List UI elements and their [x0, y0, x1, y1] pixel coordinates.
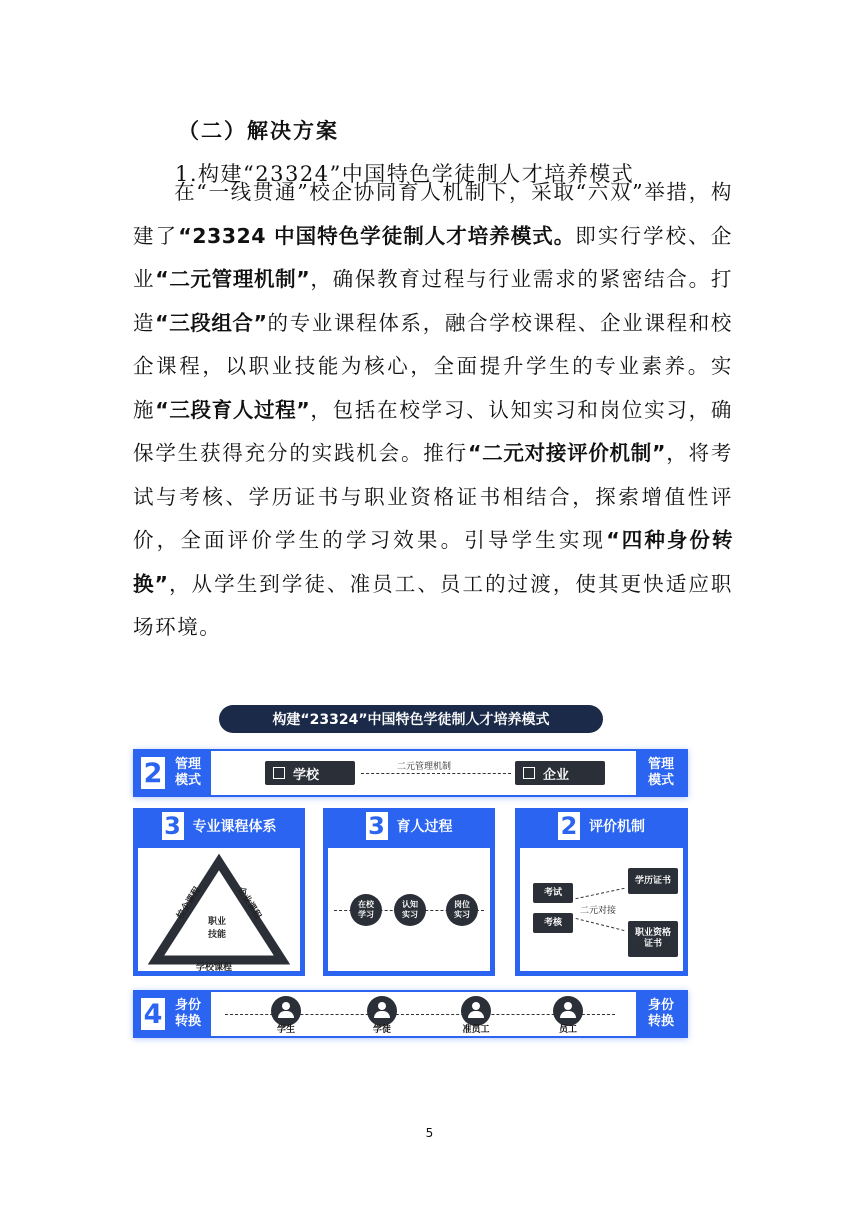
enterprise-box: 企业 [515, 761, 605, 785]
exam-box: 考试 [533, 883, 573, 903]
emphasis-text: “三段育人过程” [155, 397, 311, 422]
process-step: 岗位 实习 [446, 894, 478, 926]
curriculum-right-label: 企业课程 [234, 885, 263, 922]
page-number: 5 [425, 1126, 434, 1140]
curriculum-center-label: 职业 技能 [208, 917, 227, 940]
paragraph-text: 即实行学校、企业 [133, 223, 733, 291]
management-number: 2 [141, 757, 165, 789]
identity-label-right: 身份 转换 [648, 998, 675, 1029]
process-step: 认知 实习 [394, 894, 426, 926]
sub-heading: 1.构建“23324”中国特色学徒制人才培养模式 [175, 162, 635, 186]
process-number: 3 [366, 812, 388, 840]
role-label: 学生 [276, 1025, 295, 1035]
management-bar [133, 749, 688, 797]
identity-label-box-right [636, 992, 686, 1036]
eval-link-bottom [576, 918, 625, 931]
paragraph-text: ，包括在校学习、认知实习和岗位实习，确保学生获得充分的实践机会。推行 [133, 397, 733, 465]
management-link-line [361, 773, 511, 774]
eval-link-label: 二元对接 [580, 906, 617, 916]
process-body [328, 848, 490, 971]
identity-number: 4 [141, 998, 165, 1030]
assess-box: 考核 [533, 913, 573, 933]
management-label-right: 管理 模式 [648, 757, 675, 788]
process-step: 在校 学习 [350, 894, 382, 926]
process-header: 3 育人过程 [323, 808, 495, 844]
paragraph-text: ，确保教育过程与行业需求的紧密结合。打造 [133, 267, 733, 335]
cert2-box: 职业资格 证书 [628, 921, 678, 957]
emphasis-text: “二元管理机制” [155, 267, 311, 291]
role-label: 学徒 [372, 1025, 391, 1035]
management-label-left: 管理 模式 [175, 757, 202, 788]
curriculum-header: 3 专业课程体系 [133, 808, 305, 844]
model-diagram [133, 705, 688, 1045]
identity-bar [133, 990, 688, 1038]
evaluation-body [520, 848, 683, 971]
building-icon [273, 767, 285, 779]
diagram-title: 构建“23324”中国特色学徒制人才培养模式 [219, 705, 603, 733]
evaluation-number: 2 [558, 812, 580, 840]
management-label-box-left [135, 751, 211, 795]
management-label-box-right [636, 751, 686, 795]
curriculum-panel [133, 808, 305, 976]
paragraph-text: ，从学生到学徒、准员工、员工的过渡，使其更快适应职场环境。 [133, 571, 734, 639]
building-icon [523, 767, 535, 779]
process-panel [323, 808, 495, 976]
curriculum-body [138, 848, 300, 971]
role-label: 准员工 [462, 1025, 490, 1035]
emphasis-text: “二元对接评价机制” [467, 441, 666, 465]
curriculum-number: 3 [162, 812, 184, 840]
identity-label-box-left [135, 992, 211, 1036]
evaluation-panel [515, 808, 688, 976]
emphasis-text: “三段组合” [155, 310, 268, 335]
paragraph-text: ，将考试与考核、学历证书与职业资格证书相结合，探索增值性评价，全面评价学生的学习效果。引导学生实现 [133, 441, 733, 552]
school-box: 学校 [265, 761, 355, 785]
emphasis-text: “四种身份转换” [133, 528, 733, 596]
paragraph-text: 的专业课程体系，融合学校课程、企业课程和校企课程，以职业技能为核心，全面提升学生的专业素养。实施 [133, 310, 733, 422]
body-paragraph [133, 171, 733, 650]
curriculum-triangle [138, 848, 300, 971]
curriculum-bottom-label: 学校课程 [196, 963, 233, 973]
eval-link-top [575, 888, 624, 899]
section-heading: （二）解决方案 [178, 118, 339, 143]
paragraph-text: 在“一线贯通”校企协同育人机制下，采取“六双”举措，构建了 [133, 180, 733, 248]
identity-label-left: 身份 转换 [175, 998, 202, 1029]
cert1-box: 学历证书 [628, 868, 678, 894]
emphasis-text: “23324 中国特色学徒制人才培养模式。 [178, 223, 576, 248]
evaluation-header: 2 评价机制 [515, 808, 688, 844]
role-label: 员工 [558, 1025, 577, 1035]
curriculum-left-label: 校企课程 [175, 885, 204, 922]
management-link-label: 二元管理机制 [397, 762, 452, 772]
